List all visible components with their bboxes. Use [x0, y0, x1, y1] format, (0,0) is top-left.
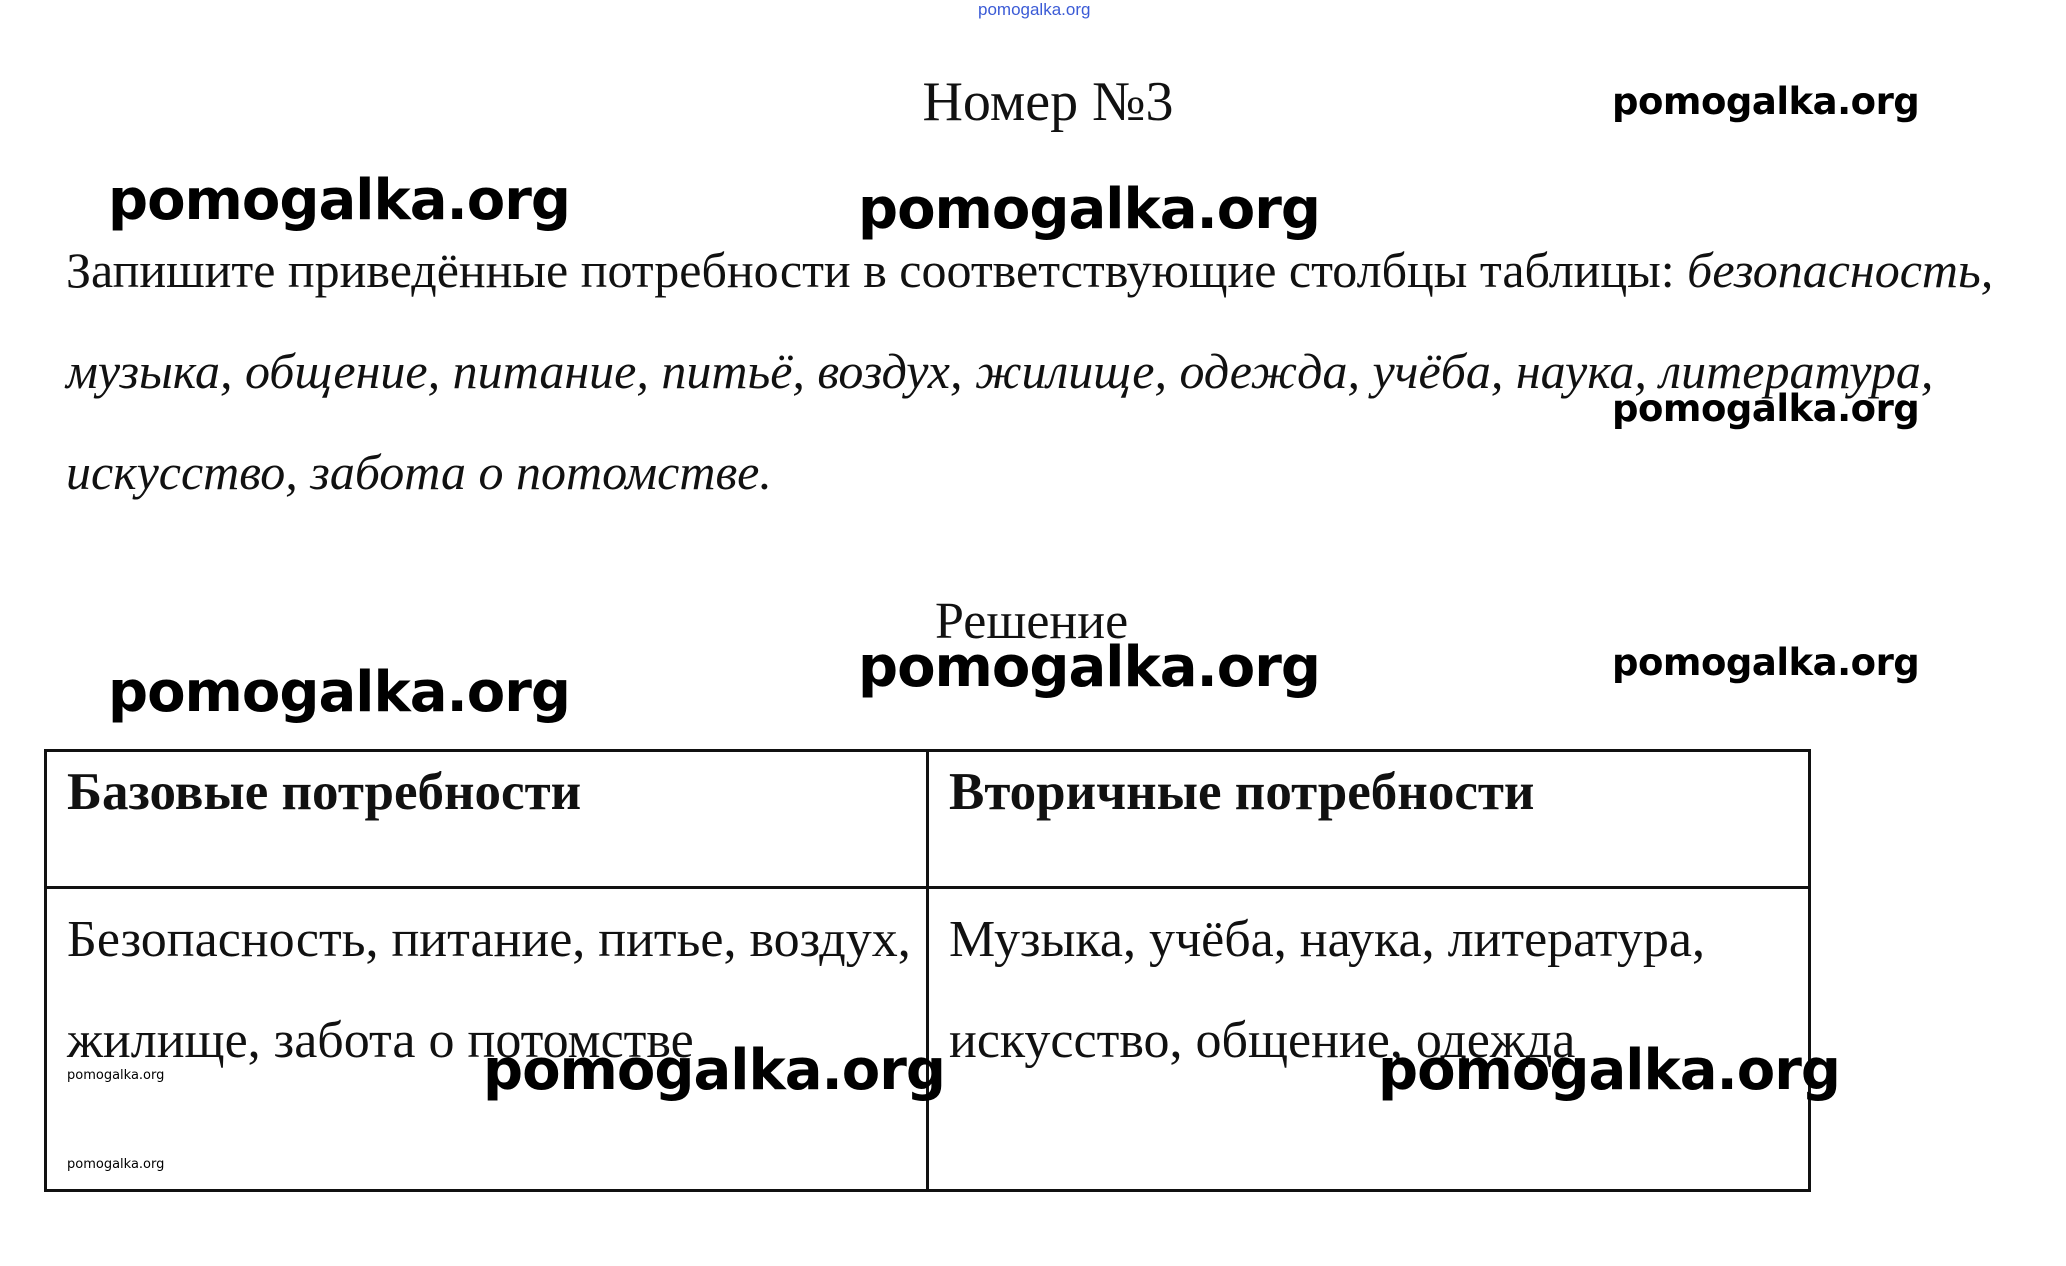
- watermark: pomogalka.org: [67, 1157, 165, 1172]
- watermark: pomogalka.org: [1612, 641, 1920, 684]
- watermark: pomogalka.org: [858, 635, 1320, 700]
- cell-secondary-needs: Музыка, учёба, наука, литература, искусство, общение, одежда: [928, 888, 1810, 1191]
- watermark: pomogalka.org: [67, 1068, 165, 1083]
- watermark: pomogalka.org: [108, 660, 570, 725]
- watermark: pomogalka.org: [1612, 80, 1920, 123]
- header-secondary-needs: Вторичные потребности: [928, 751, 1810, 888]
- needs-table: [44, 749, 1811, 1192]
- task-text: [66, 220, 2036, 523]
- task-items: безопасность, музыка, общение, питание, питьё, воздух, жилище, одежда, учёба, наука, литература, искусство, забота о потомстве.: [66, 242, 1994, 500]
- watermark: pomogalka.org: [108, 168, 570, 233]
- watermark: pomogalka.org: [858, 177, 1320, 242]
- task-intro: Запишите приведённые потребности в соответствующие столбцы таблицы:: [66, 242, 1688, 298]
- page-title: Номер №3: [922, 71, 1174, 133]
- header-basic-needs: Базовые потребности: [46, 751, 928, 888]
- watermark: pomogalka.org: [1378, 1038, 1840, 1103]
- cell-basic-needs: Безопасность, питание, питье, воздух, жилище, забота о потомстве: [46, 888, 928, 1191]
- watermark: pomogalka.org: [483, 1038, 945, 1103]
- solution-title: Решение: [935, 593, 1129, 650]
- table-header-row: [46, 751, 1810, 888]
- watermark: pomogalka.org: [1612, 387, 1920, 430]
- site-link-top[interactable]: pomogalka.org: [978, 0, 1091, 19]
